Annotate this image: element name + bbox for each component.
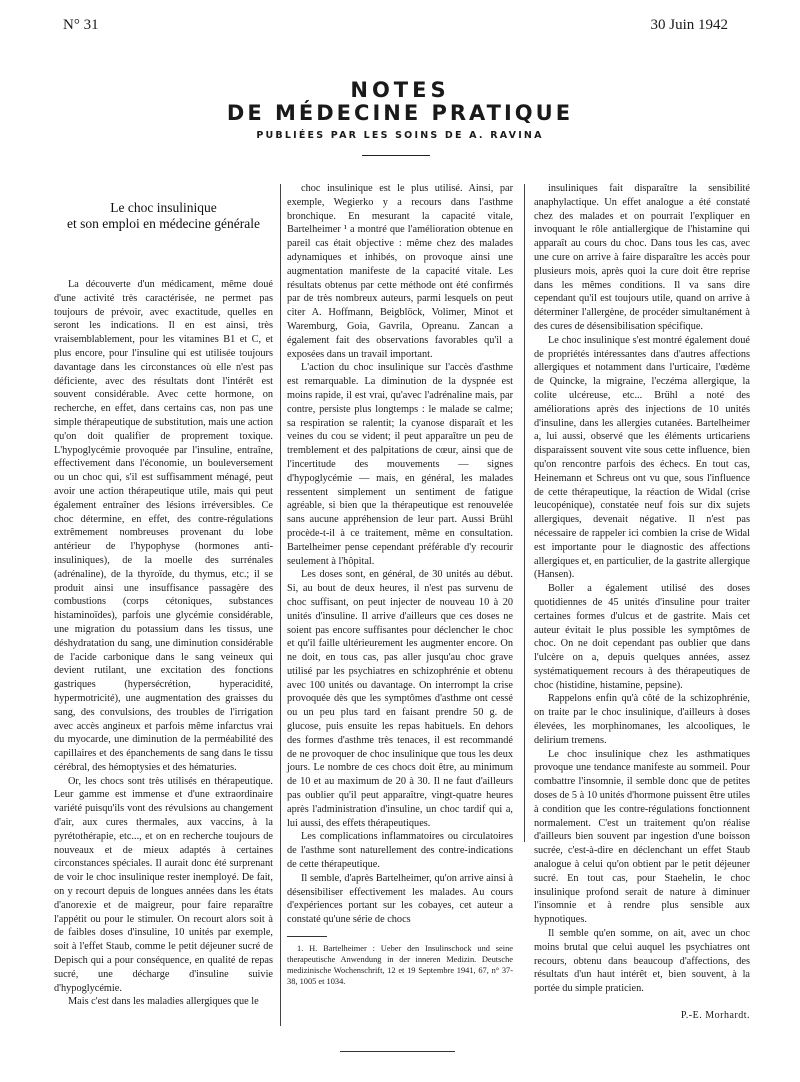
column-3 (534, 182, 750, 1023)
paragraph: Or, les chocs sont très utilisés en thérapeutique. Leur gamme est immense et d'une extraordinaire variété puisqu'ils vont des révulsions au changement d'air, aux cures thermales, aux vaccins, à la pyrétothérapie, etc..., et on en recherche toujours de nouveaux et de mieux adaptés à certaines circonstances spéciales. Il aurait donc été surprenant de voir le choc insulinique rester inemployé. De fait, on y recourt depuis de longues années dans les états d'anorexie et de maigreur, pour faire reparaître l'appétit ou pour le stimuler. On recourt alors soit à de faibles doses d'insuline, 10 unités par exemple, soit à l'effet Staub, comme le petit déjeuner sucré de Depisch qui a pour conséquence, en qualité de repas sucré, une décharge d'insuline suivie d'hypoglycémie. (54, 775, 273, 994)
column-divider (524, 184, 525, 842)
paragraph: Il semble, d'après Bartelheimer, qu'on arrive ainsi à désensibiliser effectivement les malades. Au cours d'expériences portant sur les cobayes, cet auteur a constaté qu'une série de chocs (287, 872, 513, 926)
paragraph: Boller a également utilisé des doses quotidiennes de 45 unités d'insuline pour traiter certaines formes d'ulcus et de gastrite. Mais cet auteur évitait le plus possible les symptômes de choc. On ne doit cependant pas oublier que dans l'ulcère on a, depuis quelques années, assez systématiquement recours à des thérapeutiques de choc (histidine, histamine, pepsine). (534, 583, 750, 691)
paragraph: choc insulinique est le plus utilisé. Ainsi, par exemple, Wegierko y a recours dans l'asthme bronchique. En mesurant la capacité vitale, Bartelheimer ¹ a montré que l'amélioration obtenue en pareil cas était objective : même chez des malades adynamiques et inhibés, on provoque ainsi une augmentation manifeste de la capacité vitale. Les résultats obtenus par cette méthode ont été confirmés par de très nombreux auteurs, parmi lesquels on peut citer A. Hoffmann, Beigblöck, Volimer, Minot et Waremburg, Goia, Gavrila, Opreanu. Zancan a également fait des observations favorables qu'il a exposées dans un travail important. (287, 183, 513, 360)
article-title-line-1: Le choc insulinique (110, 200, 217, 215)
bottom-rule (340, 1051, 455, 1052)
paragraph: La découverte d'un médicament, même doué d'une activité très caractérisée, ne permet pas toujours de prévoir, avec exactitude, quelles en seront les indications. Il en est ainsi, très vraisemblablement, pour les vitamines B1 et C, et plus encore, pour l'insuline qui est utilisée toujours davantage dans les circonstances où elle n'est pas déficiente, avec des résultats dont l'intérêt est souvent considérable. Avec cette hormone, on recherche, en effet, dans certains cas, non pas une simple thérapeutique de substitution, mais une action qu'on doit qualifier de proprement toxique. L'hypoglycémie provoquée par l'insuline, entraîne, effectivement dans l'économie, un bouleversement ou un choc qui, s'il est suffisamment ménagé, peut avoir une action thérapeutique utile, mais qui peut également entraîner des lésions irréversibles. Ce choc détermine, en effet, des contre-régulations extrêmement nombreuses provenant du lobe antérieur de l'hypophyse (hormones anti-insuliniques), de la moelle des surrénales (adrénaline), de la thyroïde, du thymus, etc.; il se produit ainsi une insuffisance passagère des combustions (corps cétoniques, substances histaminoïdes), parfois une glycémie considérable, une migration du potassium dans les tissus, une déshydratation du sang, une diminution considérable de l'acide carbonique dans le sang veineux qui devient rutilant, une excitation des fonctions gastriques (hypersécrétion, hyperacidité, hypermotricité), une augmentation des graisses du sang, des convulsions, des troubles de l'irrigation avec accès angineux et parfois même infarctus vrai du myocarde, une diminution de la perméabilité des capillaires et des épanchements de sang dans le tissu cérébral, des hémoptysies et des hématuries. (54, 279, 273, 773)
paragraph: insuliniques fait disparaître la sensibilité anaphylactique. Un effet analogue a été constaté chez des malades et on pourrait l'expliquer en invoquant le rôle antiallergique de l'histamine qui apparaît au cours du choc. Dans tous les cas, avec une cure on arrive à faire disparaître les accès pour plusieurs mois, après quoi la cure doit être reprise dans les mêmes conditions. Il va sans dire cependant qu'il est toujours utile, quand on arrive à déterminer l'allergène, de procéder simultanément à des cures de désensibilisation spécifique. (534, 183, 750, 332)
paragraph: Rappelons enfin qu'à côté de la schizophrénie, on traite par le choc insulinique, d'ailleurs à doses élevées, les morphinomanes, les alcooliques, le delirium tremens. (534, 693, 750, 746)
paragraph: L'action du choc insulinique sur l'accès d'asthme est remarquable. La diminution de la dyspnée est moins rapide, il est vrai, qu'avec l'adrénaline mais, par contre, persiste plus longtemps : le malade se calme; sa respiration se ralentit; la cyanose disparaît et les veines du cou se vident; il peut apparaître un peu de tremblement et des palpitations de cœur, ainsi que de l'incertitude des mouvements — signes d'hypoglycémie — mais, en général, les malades ressentent simplement un sentiment de fatigue agréable, si bien que la thérapeutique est renouvelée sans aucune appréhension de leur part. Aussi Brühl procède-t-il à ce traitement, même en consultation. Bartelheimer pense cependant préférable d'y recourir seulement à l'hôpital. (287, 362, 513, 567)
masthead-subtitle: DE MÉDECINE PRATIQUE (226, 101, 574, 125)
column-1 (54, 182, 273, 1009)
column-divider (280, 184, 281, 1026)
paragraph: Il semble qu'en somme, on ait, avec un choc moins brutal que celui auquel les psychiatres ont recours, obtenu dans beaucoup d'affections, des résultats d'un haut intérêt et, bien souvent, à la portée du simple praticien. (534, 928, 750, 995)
footnote: 1. H. Bartelheimer : Ueber den Insulinschock und seine therapeutische Anwendung in der inneren Medizin. Deutsche medizinische Wochenschrift, 12 et 19 Septembre 1941, 67, n° 37-38, 1005 et 1034. (287, 944, 513, 987)
paragraph: Les complications inflammatoires ou circulatoires de l'asthme sont naturellement des contre-indications de cette thérapeutique. (287, 831, 513, 871)
column-2 (287, 182, 513, 987)
paragraph: Le choc insulinique chez les asthmatiques provoque une tendance manifeste au sommeil. Pour combattre l'insomnie, il semble donc que de petites doses de 5 à 10 unités d'hormone puissent être utiles à condition que les contre-régulations fonctionnent normalement. C'est un traitement qu'on réalise d'ailleurs bien souvent par ingestion d'une boisson sucrée, c'est-à-dire en déclenchant un effet Staub analogue à celui qu'on obtient par le petit déjeuner sucré. En tout cas, pour Staehelin, le choc insulinique profond serait de nature à diminuer l'insomnie et à rendre plus sensible aux hypnotiques. (534, 748, 750, 926)
masthead-editor: PUBLIÉES PAR LES SOINS DE A. RAVINA (256, 130, 544, 141)
issue-date: 30 Juin 1942 (650, 17, 728, 33)
paragraph: Mais c'est dans les maladies allergiques que le (68, 996, 259, 1008)
author-signature: P.-E. Morhardt. (680, 1010, 750, 1022)
article-title (54, 200, 273, 232)
paragraph: Les doses sont, en général, de 30 unités au début. Si, au bout de deux heures, il n'est pas survenu de choc suffisant, on peut injecter de nouveau 10 à 20 unités d'insuline. Il arrive d'ailleurs que ces doses ne soient pas encore suffisantes pour déclencher le choc et qu'il faille ultérieurement les augmenter encore. On ne doit, en tous cas, pas aller jusqu'au choc grave utilisé par les psychiatres en schizophrénie et obtenu avec 100 unités ou davantage. On interrompt la crise provoquée dès que les symptômes d'asthme ont cessé ou un peu plus tard en faisant prendre 50 g. de glucose, puis ensuite les repas habituels. En dehors des formes d'asthme très tenaces, il est recommandé de ne provoquer de choc insulinique que tous les deux jours. Le nombre de ces chocs doit être, au minimum de 10 et au maximum de 20 à 30. Il ne faut d'ailleurs pas oublier qu'il peut apparaître, vingt-quatre heures après l'administration d'insuline, un choc tardif qui a, lui aussi, des effets thérapeutiques. (287, 569, 513, 829)
article-title-line-2: et son emploi en médecine générale (66, 216, 261, 231)
issue-number: N° 31 (63, 17, 99, 33)
footnote-rule (287, 936, 327, 937)
paragraph: Le choc insulinique s'est montré également doué de propriétés intéressantes dans d'autres affections allergiques et notamment dans l'urticaire, l'œdème de Quincke, la migraine, l'eczéma allergique, la colite ulcéreuse, etc... Brühl a noté des améliorations après des injections de 10 unités d'insuline, dans les allergies cutanées. Bartelheimer a, lui aussi, observé que les éléments urticariens disparaissent souvent vite sous cette influence, bien qu'on rencontre parfois des échecs. En tout cas, Heinemann et Schreus ont vu que, sous l'influence de cette thérapeutique, la réaction de Widal (crise leucopénique), constatée neuf fois sur dix sujets allergiques, devenait négative. Il n'est pas nécessaire de rappeler ici combien la crise de Widal est importante pour le diagnostic des affections allergiques et, en particulier, de la gastrite allergique (Hansen). (534, 334, 750, 581)
masthead-title: NOTES (350, 78, 450, 102)
masthead-rule (362, 155, 430, 156)
